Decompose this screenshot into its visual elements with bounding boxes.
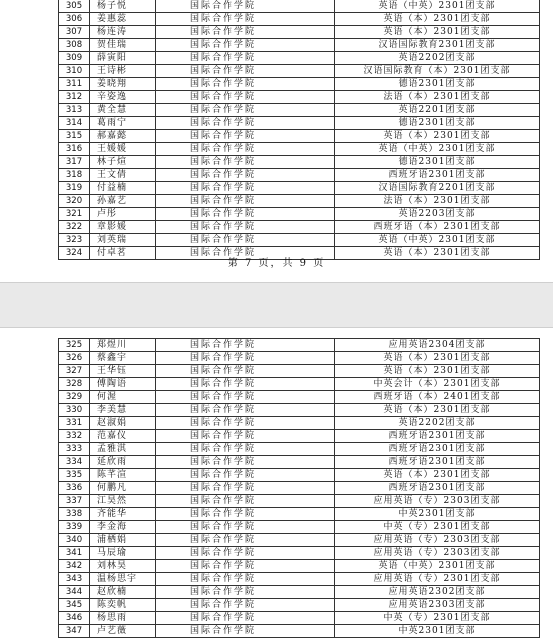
league-branch: 英语（中英）2301团支部 [335, 0, 540, 13]
league-branch: 中英（专）2301团支部 [335, 612, 540, 625]
college-name: 国际合作学院 [156, 365, 335, 378]
league-branch: 应用英语（专）2303团支部 [335, 495, 540, 508]
table-row [59, 404, 540, 417]
college-name: 国际合作学院 [156, 404, 335, 417]
row-number: 310 [59, 65, 90, 78]
row-number: 346 [59, 612, 90, 625]
row-number: 305 [59, 0, 90, 13]
college-name: 国际合作学院 [156, 417, 335, 430]
table-row [59, 195, 540, 208]
row-number: 321 [59, 208, 90, 221]
college-name: 国际合作学院 [156, 560, 335, 573]
row-number: 342 [59, 560, 90, 573]
student-name: 陈奕帆 [90, 599, 156, 612]
table-row [59, 91, 540, 104]
league-branch: 英语2202团支部 [335, 417, 540, 430]
row-number: 316 [59, 143, 90, 156]
table-row [59, 599, 540, 612]
table-row [59, 560, 540, 573]
league-branch: 英语2202团支部 [335, 52, 540, 65]
student-name: 孙嘉艺 [90, 195, 156, 208]
student-name: 章影媛 [90, 221, 156, 234]
row-number: 327 [59, 365, 90, 378]
row-number: 317 [59, 156, 90, 169]
league-branch: 英语（本）2301团支部 [335, 247, 540, 260]
student-name: 何渥 [90, 391, 156, 404]
row-number: 307 [59, 26, 90, 39]
table-row [59, 156, 540, 169]
league-branch: 英语（本）2301团支部 [335, 352, 540, 365]
college-name: 国际合作学院 [156, 247, 335, 260]
row-number: 322 [59, 221, 90, 234]
student-name: 王媛媛 [90, 143, 156, 156]
row-number: 334 [59, 456, 90, 469]
student-name: 林子煊 [90, 156, 156, 169]
league-branch: 应用英语2302团支部 [335, 586, 540, 599]
league-branch: 英语（中英）2301团支部 [335, 560, 540, 573]
table-row [59, 469, 540, 482]
row-number: 319 [59, 182, 90, 195]
student-name: 黄全慧 [90, 104, 156, 117]
student-name: 孟雅淇 [90, 443, 156, 456]
league-branch: 英语2203团支部 [335, 208, 540, 221]
roster-table-page-7 [58, 0, 540, 260]
document-page-7 [0, 0, 553, 282]
college-name: 国际合作学院 [156, 26, 335, 39]
table-row [59, 625, 540, 638]
student-name: 延欣雨 [90, 456, 156, 469]
table-row [59, 547, 540, 560]
student-name: 贺佳瑞 [90, 39, 156, 52]
college-name: 国际合作学院 [156, 117, 335, 130]
table-row [59, 221, 540, 234]
college-name: 国际合作学院 [156, 182, 335, 195]
student-name: 姜晓翔 [90, 78, 156, 91]
college-name: 国际合作学院 [156, 169, 335, 182]
student-name: 卢艺薇 [90, 625, 156, 638]
college-name: 国际合作学院 [156, 430, 335, 443]
row-number: 306 [59, 13, 90, 26]
league-branch: 英语（本）2301团支部 [335, 26, 540, 39]
league-branch: 西班牙语2301团支部 [335, 169, 540, 182]
student-name: 郑煜川 [90, 339, 156, 352]
college-name: 国际合作学院 [156, 573, 335, 586]
league-branch: 英语（本）2301团支部 [335, 365, 540, 378]
league-branch: 中英（专）2301团支部 [335, 521, 540, 534]
row-number: 343 [59, 573, 90, 586]
student-name: 浦栖娟 [90, 534, 156, 547]
table-row [59, 104, 540, 117]
college-name: 国际合作学院 [156, 625, 335, 638]
row-number: 324 [59, 247, 90, 260]
table-row [59, 182, 540, 195]
college-name: 国际合作学院 [156, 52, 335, 65]
row-number: 336 [59, 482, 90, 495]
table-row [59, 13, 540, 26]
student-name: 李金海 [90, 521, 156, 534]
college-name: 国际合作学院 [156, 443, 335, 456]
student-name: 付益楠 [90, 182, 156, 195]
student-name: 刘林昊 [90, 560, 156, 573]
row-number: 340 [59, 534, 90, 547]
league-branch: 应用英语2304团支部 [335, 339, 540, 352]
table-row [59, 339, 540, 352]
league-branch: 汉语国际教育2201团支部 [335, 182, 540, 195]
college-name: 国际合作学院 [156, 91, 335, 104]
page-gap [0, 282, 553, 328]
league-branch: 中英会计（本）2301团支部 [335, 378, 540, 391]
college-name: 国际合作学院 [156, 39, 335, 52]
table-row [59, 143, 540, 156]
page-footer: 第 7 页，共 9 页 [227, 258, 326, 269]
student-name: 刘英瑞 [90, 234, 156, 247]
college-name: 国际合作学院 [156, 612, 335, 625]
college-name: 国际合作学院 [156, 143, 335, 156]
row-number: 329 [59, 391, 90, 404]
league-branch: 汉语国际教育2301团支部 [335, 39, 540, 52]
league-branch: 英语（中英）2301团支部 [335, 234, 540, 247]
college-name: 国际合作学院 [156, 156, 335, 169]
league-branch: 西班牙语（本）2401团支部 [335, 391, 540, 404]
student-name: 姜惠蕊 [90, 13, 156, 26]
league-branch: 法语（本）2301团支部 [335, 91, 540, 104]
college-name: 国际合作学院 [156, 195, 335, 208]
row-number: 315 [59, 130, 90, 143]
student-name: 马辰瑜 [90, 547, 156, 560]
table-row [59, 612, 540, 625]
row-number: 332 [59, 430, 90, 443]
league-branch: 德语2301团支部 [335, 117, 540, 130]
table-row [59, 482, 540, 495]
college-name: 国际合作学院 [156, 352, 335, 365]
league-branch: 应用英语（专）2301团支部 [335, 573, 540, 586]
league-branch: 德语2301团支部 [335, 78, 540, 91]
league-branch: 中英2301团支部 [335, 625, 540, 638]
college-name: 国际合作学院 [156, 391, 335, 404]
table-row [59, 391, 540, 404]
league-branch: 中英2301团支部 [335, 508, 540, 521]
student-name: 王诗彬 [90, 65, 156, 78]
student-name: 江昊然 [90, 495, 156, 508]
college-name: 国际合作学院 [156, 13, 335, 26]
table-row [59, 65, 540, 78]
table-row [59, 378, 540, 391]
student-name: 齐能华 [90, 508, 156, 521]
student-name: 李美慧 [90, 404, 156, 417]
student-name: 温杨思宇 [90, 573, 156, 586]
college-name: 国际合作学院 [156, 508, 335, 521]
student-name: 何鹏凡 [90, 482, 156, 495]
row-number: 326 [59, 352, 90, 365]
college-name: 国际合作学院 [156, 469, 335, 482]
row-number: 313 [59, 104, 90, 117]
student-name: 葛雨宁 [90, 117, 156, 130]
student-name: 付卓茗 [90, 247, 156, 260]
student-name: 范嘉仪 [90, 430, 156, 443]
college-name: 国际合作学院 [156, 78, 335, 91]
row-number: 308 [59, 39, 90, 52]
student-name: 蔡鑫宇 [90, 352, 156, 365]
row-number: 311 [59, 78, 90, 91]
row-number: 335 [59, 469, 90, 482]
college-name: 国际合作学院 [156, 521, 335, 534]
roster-table-page-8 [58, 338, 540, 638]
student-name: 傅陶语 [90, 378, 156, 391]
college-name: 国际合作学院 [156, 456, 335, 469]
student-name: 赵淑娟 [90, 417, 156, 430]
table-row [59, 52, 540, 65]
table-row [59, 169, 540, 182]
table-row [59, 130, 540, 143]
row-number: 331 [59, 417, 90, 430]
student-name: 杨思雨 [90, 612, 156, 625]
league-branch: 英语（本）2301团支部 [335, 13, 540, 26]
student-name: 赵欣楠 [90, 586, 156, 599]
college-name: 国际合作学院 [156, 221, 335, 234]
table-row [59, 586, 540, 599]
college-name: 国际合作学院 [156, 130, 335, 143]
row-number: 333 [59, 443, 90, 456]
student-name: 王华钰 [90, 365, 156, 378]
table-row [59, 521, 540, 534]
table-row [59, 117, 540, 130]
table-row [59, 443, 540, 456]
row-number: 325 [59, 339, 90, 352]
row-number: 344 [59, 586, 90, 599]
table-row [59, 26, 540, 39]
league-branch: 西班牙语（本）2301团支部 [335, 221, 540, 234]
row-number: 338 [59, 508, 90, 521]
row-number: 328 [59, 378, 90, 391]
student-name: 薛寅阳 [90, 52, 156, 65]
table-row [59, 417, 540, 430]
college-name: 国际合作学院 [156, 208, 335, 221]
college-name: 国际合作学院 [156, 339, 335, 352]
student-name: 卢彤 [90, 208, 156, 221]
table-row [59, 208, 540, 221]
league-branch: 英语（本）2301团支部 [335, 130, 540, 143]
table-row [59, 508, 540, 521]
row-number: 347 [59, 625, 90, 638]
table-row [59, 573, 540, 586]
college-name: 国际合作学院 [156, 547, 335, 560]
row-number: 312 [59, 91, 90, 104]
row-number: 337 [59, 495, 90, 508]
league-branch: 英语2201团支部 [335, 104, 540, 117]
row-number: 320 [59, 195, 90, 208]
student-name: 陈芊渲 [90, 469, 156, 482]
league-branch: 西班牙语2301团支部 [335, 482, 540, 495]
league-branch: 西班牙语2301团支部 [335, 443, 540, 456]
league-branch: 法语（本）2301团支部 [335, 195, 540, 208]
row-number: 314 [59, 117, 90, 130]
college-name: 国际合作学院 [156, 482, 335, 495]
row-number: 339 [59, 521, 90, 534]
college-name: 国际合作学院 [156, 65, 335, 78]
league-branch: 汉语国际教育（本）2301团支部 [335, 65, 540, 78]
row-number: 330 [59, 404, 90, 417]
league-branch: 英语（本）2301团支部 [335, 404, 540, 417]
table-row [59, 352, 540, 365]
table-row [59, 39, 540, 52]
league-branch: 应用英语2303团支部 [335, 599, 540, 612]
league-branch: 应用英语（专）2303团支部 [335, 534, 540, 547]
table-row [59, 0, 540, 13]
table-row [59, 456, 540, 469]
college-name: 国际合作学院 [156, 599, 335, 612]
college-name: 国际合作学院 [156, 104, 335, 117]
row-number: 309 [59, 52, 90, 65]
league-branch: 英语（中英）2301团支部 [335, 143, 540, 156]
college-name: 国际合作学院 [156, 0, 335, 13]
college-name: 国际合作学院 [156, 495, 335, 508]
table-row [59, 534, 540, 547]
table-row [59, 78, 540, 91]
league-branch: 英语（本）2301团支部 [335, 469, 540, 482]
college-name: 国际合作学院 [156, 378, 335, 391]
student-name: 杨子悦 [90, 0, 156, 13]
table-row [59, 365, 540, 378]
student-name: 辛姿逸 [90, 91, 156, 104]
row-number: 345 [59, 599, 90, 612]
league-branch: 德语2301团支部 [335, 156, 540, 169]
student-name: 郝嘉懿 [90, 130, 156, 143]
table-row [59, 495, 540, 508]
table-row [59, 234, 540, 247]
college-name: 国际合作学院 [156, 586, 335, 599]
document-page-8 [0, 328, 553, 636]
college-name: 国际合作学院 [156, 534, 335, 547]
row-number: 341 [59, 547, 90, 560]
table-row [59, 430, 540, 443]
league-branch: 应用英语（专）2303团支部 [335, 547, 540, 560]
league-branch: 西班牙语2301团支部 [335, 456, 540, 469]
row-number: 318 [59, 169, 90, 182]
row-number: 323 [59, 234, 90, 247]
league-branch: 西班牙语2301团支部 [335, 430, 540, 443]
college-name: 国际合作学院 [156, 234, 335, 247]
student-name: 王文倩 [90, 169, 156, 182]
student-name: 杨连涛 [90, 26, 156, 39]
